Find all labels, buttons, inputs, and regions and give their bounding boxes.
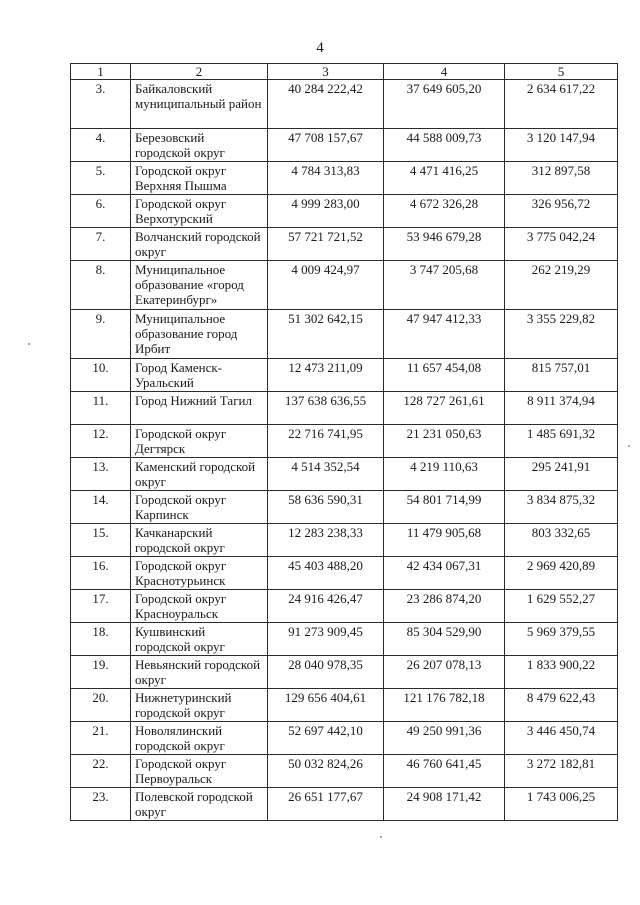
row-number-cell: 6. (71, 195, 131, 228)
municipality-name-cell: Полевской городской округ (131, 788, 268, 821)
column-5-value-cell: 2 969 420,89 (505, 557, 618, 590)
table-row (71, 458, 618, 491)
column-4-value-cell: 44 588 009,73 (384, 129, 505, 162)
row-number-cell: 21. (71, 722, 131, 755)
column-5-value-cell: 5 969 379,55 (505, 623, 618, 656)
column-5-value-cell: 8 479 622,43 (505, 689, 618, 722)
table-header-row (71, 64, 618, 80)
municipality-name-cell: Городской округ Дегтярск (131, 425, 268, 458)
municipality-name-cell: Березовский городской округ (131, 129, 268, 162)
column-5-value-cell: 1 485 691,32 (505, 425, 618, 458)
column-5-value-cell: 262 219,29 (505, 261, 618, 310)
table-row (71, 722, 618, 755)
table-row (71, 755, 618, 788)
row-number-cell: 8. (71, 261, 131, 310)
municipality-name-cell: Городской округ Верхняя Пышма (131, 162, 268, 195)
column-4-value-cell: 54 801 714,99 (384, 491, 505, 524)
column-header: 1 (71, 64, 131, 80)
row-number-cell: 20. (71, 689, 131, 722)
row-number-cell: 14. (71, 491, 131, 524)
column-4-value-cell: 4 672 326,28 (384, 195, 505, 228)
municipality-name-cell: Городской округ Карпинск (131, 491, 268, 524)
municipality-name-cell: Город Каменск-Уральский (131, 359, 268, 392)
row-number-cell: 9. (71, 310, 131, 359)
table-row (71, 425, 618, 458)
row-number-cell: 15. (71, 524, 131, 557)
municipality-name-cell: Городской округ Верхотурский (131, 195, 268, 228)
row-number-cell: 17. (71, 590, 131, 623)
table-row (71, 392, 618, 425)
column-header: 2 (131, 64, 268, 80)
column-3-value-cell: 4 999 283,00 (268, 195, 384, 228)
municipality-name-cell: Городской округ Краснотурьинск (131, 557, 268, 590)
table-row (71, 228, 618, 261)
column-4-value-cell: 121 176 782,18 (384, 689, 505, 722)
column-5-value-cell: 803 332,65 (505, 524, 618, 557)
column-4-value-cell: 11 479 905,68 (384, 524, 505, 557)
table-row (71, 656, 618, 689)
column-4-value-cell: 128 727 261,61 (384, 392, 505, 425)
row-number-cell: 5. (71, 162, 131, 195)
column-4-value-cell: 23 286 874,20 (384, 590, 505, 623)
municipality-name-cell: Каменский городской округ (131, 458, 268, 491)
column-5-value-cell: 3 775 042,24 (505, 228, 618, 261)
column-5-value-cell: 326 956,72 (505, 195, 618, 228)
column-3-value-cell: 47 708 157,67 (268, 129, 384, 162)
scan-speck (628, 445, 630, 447)
row-number-cell: 4. (71, 129, 131, 162)
column-4-value-cell: 37 649 605,20 (384, 80, 505, 129)
column-4-value-cell: 24 908 171,42 (384, 788, 505, 821)
municipality-name-cell: Муниципальное образование город Ирбит (131, 310, 268, 359)
column-3-value-cell: 129 656 404,61 (268, 689, 384, 722)
column-4-value-cell: 46 760 641,45 (384, 755, 505, 788)
column-3-value-cell: 4 784 313,83 (268, 162, 384, 195)
column-4-value-cell: 4 471 416,25 (384, 162, 505, 195)
row-number-cell: 10. (71, 359, 131, 392)
column-3-value-cell: 57 721 721,52 (268, 228, 384, 261)
column-3-value-cell: 4 514 352,54 (268, 458, 384, 491)
column-3-value-cell: 51 302 642,15 (268, 310, 384, 359)
column-3-value-cell: 4 009 424,97 (268, 261, 384, 310)
municipality-name-cell: Байкаловский муниципальный район (131, 80, 268, 129)
table-row (71, 80, 618, 129)
column-3-value-cell: 26 651 177,67 (268, 788, 384, 821)
table-row (71, 129, 618, 162)
column-3-value-cell: 58 636 590,31 (268, 491, 384, 524)
column-5-value-cell: 815 757,01 (505, 359, 618, 392)
row-number-cell: 23. (71, 788, 131, 821)
page-number: 4 (316, 40, 324, 56)
municipality-name-cell: Муниципальное образование «город Екатеринбург» (131, 261, 268, 310)
table-row (71, 162, 618, 195)
column-3-value-cell: 12 473 211,09 (268, 359, 384, 392)
column-5-value-cell: 3 355 229,82 (505, 310, 618, 359)
municipality-name-cell: Новолялинский городской округ (131, 722, 268, 755)
row-number-cell: 22. (71, 755, 131, 788)
row-number-cell: 19. (71, 656, 131, 689)
municipality-name-cell: Невьянский городской округ (131, 656, 268, 689)
column-5-value-cell: 2 634 617,22 (505, 80, 618, 129)
table-row (71, 359, 618, 392)
table-row (71, 310, 618, 359)
table-row (71, 590, 618, 623)
table-row (71, 623, 618, 656)
column-3-value-cell: 52 697 442,10 (268, 722, 384, 755)
column-3-value-cell: 28 040 978,35 (268, 656, 384, 689)
column-4-value-cell: 53 946 679,28 (384, 228, 505, 261)
municipality-name-cell: Городской округ Первоуральск (131, 755, 268, 788)
column-5-value-cell: 312 897,58 (505, 162, 618, 195)
column-3-value-cell: 22 716 741,95 (268, 425, 384, 458)
row-number-cell: 16. (71, 557, 131, 590)
table-row (71, 788, 618, 821)
column-5-value-cell: 1 743 006,25 (505, 788, 618, 821)
table-row (71, 557, 618, 590)
column-5-value-cell: 3 834 875,32 (505, 491, 618, 524)
scan-speck (28, 343, 30, 345)
municipality-name-cell: Волчанский городской округ (131, 228, 268, 261)
table-row (71, 524, 618, 557)
column-5-value-cell: 8 911 374,94 (505, 392, 618, 425)
column-3-value-cell: 24 916 426,47 (268, 590, 384, 623)
column-4-value-cell: 21 231 050,63 (384, 425, 505, 458)
column-3-value-cell: 50 032 824,26 (268, 755, 384, 788)
column-header: 4 (384, 64, 505, 80)
column-5-value-cell: 3 446 450,74 (505, 722, 618, 755)
row-number-cell: 18. (71, 623, 131, 656)
table-row (71, 491, 618, 524)
column-3-value-cell: 91 273 909,45 (268, 623, 384, 656)
municipality-name-cell: Качканарский городской округ (131, 524, 268, 557)
column-3-value-cell: 40 284 222,42 (268, 80, 384, 129)
scan-speck (380, 836, 382, 838)
budget-table (70, 63, 618, 821)
column-5-value-cell: 1 833 900,22 (505, 656, 618, 689)
column-3-value-cell: 45 403 488,20 (268, 557, 384, 590)
column-3-value-cell: 12 283 238,33 (268, 524, 384, 557)
column-header: 5 (505, 64, 618, 80)
row-number-cell: 3. (71, 80, 131, 129)
municipality-name-cell: Городской округ Красноуральск (131, 590, 268, 623)
column-4-value-cell: 42 434 067,31 (384, 557, 505, 590)
table-row (71, 261, 618, 310)
row-number-cell: 11. (71, 392, 131, 425)
column-5-value-cell: 3 272 182,81 (505, 755, 618, 788)
column-4-value-cell: 85 304 529,90 (384, 623, 505, 656)
column-5-value-cell: 1 629 552,27 (505, 590, 618, 623)
row-number-cell: 13. (71, 458, 131, 491)
column-4-value-cell: 11 657 454,08 (384, 359, 505, 392)
municipality-name-cell: Город Нижний Тагил (131, 392, 268, 425)
row-number-cell: 12. (71, 425, 131, 458)
column-4-value-cell: 47 947 412,33 (384, 310, 505, 359)
column-4-value-cell: 49 250 991,36 (384, 722, 505, 755)
column-4-value-cell: 3 747 205,68 (384, 261, 505, 310)
column-5-value-cell: 3 120 147,94 (505, 129, 618, 162)
column-3-value-cell: 137 638 636,55 (268, 392, 384, 425)
municipality-name-cell: Нижнетуринский городской округ (131, 689, 268, 722)
table-row (71, 195, 618, 228)
column-5-value-cell: 295 241,91 (505, 458, 618, 491)
table-row (71, 689, 618, 722)
municipality-name-cell: Кушвинский городской округ (131, 623, 268, 656)
column-header: 3 (268, 64, 384, 80)
column-4-value-cell: 26 207 078,13 (384, 656, 505, 689)
column-4-value-cell: 4 219 110,63 (384, 458, 505, 491)
row-number-cell: 7. (71, 228, 131, 261)
